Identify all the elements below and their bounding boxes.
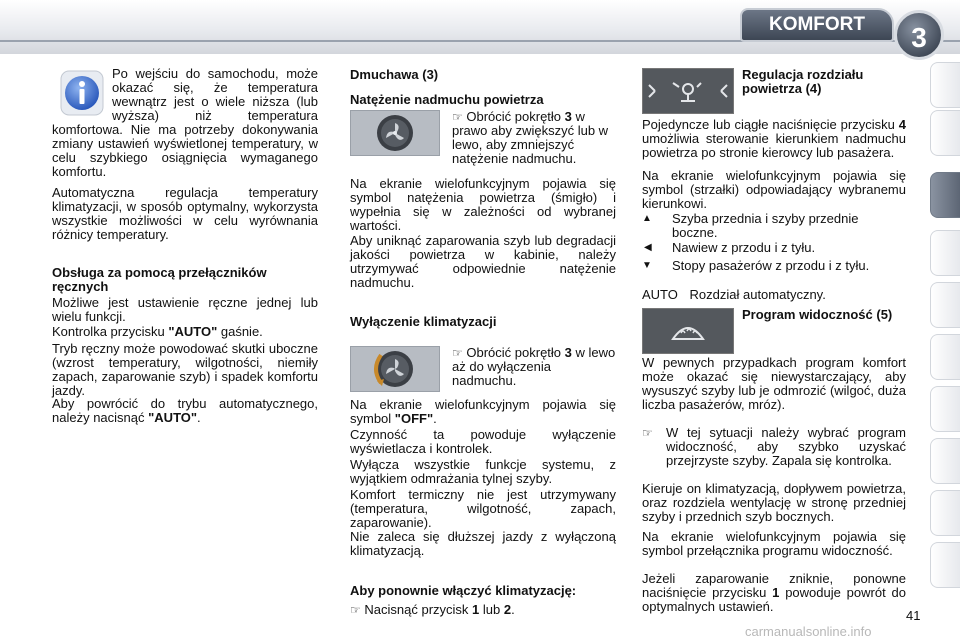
manual-p1: Możliwe jest ustawienie ręczne jednej lub wielu funkcji.: [52, 295, 318, 324]
manual-p3: Tryb ręczny może powodować skutki uboczne (wzrost temperatury, wilgotności, niemiły zapach, zaparowanie szyb) i spadek komfortu jazdy.: [52, 341, 318, 398]
pointing-hand-icon: ☞: [642, 426, 653, 440]
side-tab-7[interactable]: [930, 386, 960, 432]
side-tab-1[interactable]: [930, 62, 960, 108]
off-p5: Wyłącza wszystkie funkcje systemu, z wyjątkiem odmrażania tylnej szyby.: [350, 457, 616, 486]
fan-p1: Na ekranie wielofunkcyjnym pojawia się symbol natężenia powietrza (śmigło) i wypełnia się w zależności od wybranej wartości.: [350, 176, 616, 233]
reenable-heading: Aby ponownie włączyć klimatyzację:: [350, 583, 577, 598]
distribution-heading: Regulacja rozdziału powietrza (4): [742, 67, 864, 96]
off-step: ☞ Obrócić pokrętło 3 w lewo aż do wyłączenia nadmuchu.: [452, 345, 616, 388]
auto-distribution-row: [642, 288, 906, 302]
distribution-p1: Pojedyncze lub ciągłe naciśnięcie przycisku 4 umożliwia sterowanie kierunkiem nadmuchu powietrza po stronie kierowcy lub pasażera.: [642, 117, 906, 160]
chapter-title: KOMFORT: [740, 8, 894, 42]
pointing-hand-icon: ☞: [350, 603, 361, 617]
fan-heading: Dmuchawa (3): [350, 67, 439, 82]
pointing-hand-icon: ☞: [452, 346, 463, 360]
fan-knob-image: [350, 110, 440, 156]
side-tab-5[interactable]: [930, 282, 960, 328]
arrow-down-icon: ▼: [642, 260, 652, 271]
fan-step-increase: ☞ Obrócić pokrętło 3 w prawo aby zwiększyć lub w lewo, aby zmniejszyć natężenie nadmuchu.: [452, 109, 609, 166]
side-tab-9[interactable]: [930, 490, 960, 536]
visibility-heading: Program widoczność (5): [742, 307, 893, 322]
arrow-left-icon: ◀: [644, 242, 652, 253]
distribution-p2: Na ekranie wielofunkcyjnym pojawia się symbol (strzałki) odpowiadający wybranemu kierunkowi.: [642, 168, 906, 211]
manual-p4: Aby powrócić do trybu automatycznego, należy nacisnąć "AUTO".: [52, 396, 318, 425]
watermark: carmanualsonline.info: [745, 624, 872, 639]
pointing-hand-icon: ☞: [452, 110, 463, 124]
manual-heading: Obsługa za pomocą przełączników ręcznych: [52, 265, 267, 294]
auto-label: AUTO: [642, 287, 678, 302]
off-p3: Na ekranie wielofunkcyjnym pojawia się symbol "OFF".: [350, 397, 616, 426]
side-tab-6[interactable]: [930, 334, 960, 380]
visibility-button-image: [642, 308, 734, 354]
visibility-p3: W pewnych przypadkach program komfort może okazać się niewystarczający, aby wysuszyć szyby lub je odmrozić (wilgoć, duża liczba pasażerów, mróz).: [642, 355, 906, 412]
chapter-number: 3: [894, 10, 944, 60]
arrow-up-icon: ▲: [642, 213, 652, 224]
off-p7: Nie zaleca się dłuższej jazdy z wyłączoną klimatyzacją.: [350, 529, 616, 558]
page-number: 41: [906, 608, 921, 623]
air-distribution-button-image: [642, 68, 734, 114]
visibility-p6: Na ekranie wielofunkcyjnym pojawia się symbol przełącznika programu widoczność.: [642, 529, 906, 558]
visibility-p7: Jeżeli zaparowanie zniknie, ponowne naciśnięcie przycisku 1 powoduje powrót do optymalnych ustawień.: [642, 571, 906, 614]
auto-description: Rozdział automatyczny.: [689, 287, 826, 302]
off-p4: Czynność ta powoduje wyłączenie wyświetlacza i kontrolek.: [350, 427, 616, 456]
reenable-step: ☞ Nacisnąć przycisk 1 lub 2.: [350, 602, 515, 617]
side-tab-4[interactable]: [930, 230, 960, 276]
intro-paragraph: Po wejściu do samochodu, może okazać się, że temperatura wewnątrz jest o wiele niższa (lub wyższa) niż temperatura komfortowa. Nie ma potrzeby dokonywania zmiany ustawień wyświetlonej temperatury, w celu szybkiego osiągnięcia wymaganego komfortu.: [52, 66, 318, 179]
visibility-p5: Kieruje on klimatyzacją, dopływem powietrza, oraz rozdziela wentylację w stronę przedniej szyby i przednich szyb bocznych.: [642, 481, 906, 524]
side-tab-2[interactable]: [930, 110, 960, 156]
off-knob-image: [350, 346, 440, 392]
fan-p2: Aby uniknąć zaparowania szyb lub degradacji jakości powietrza w kabinie, należy utrzymywać odpowiednie natężenie nadmuchu.: [350, 233, 616, 290]
side-tab-8[interactable]: [930, 438, 960, 484]
off-p6: Komfort termiczny nie jest utrzymywany (temperatura, wilgotność, zapach, zaparowanie).: [350, 487, 616, 530]
side-tab-10[interactable]: [930, 542, 960, 588]
off-heading: Wyłączenie klimatyzacji: [350, 314, 497, 329]
fan-subheading: Natężenie nadmuchu powietrza: [350, 92, 544, 107]
side-tab-active[interactable]: [930, 172, 960, 218]
manual-p2: Kontrolka przycisku "AUTO" gaśnie.: [52, 324, 263, 339]
auto-paragraph: Automatyczna regulacja temperatury klimatyzacji, w sposób optymalny, wykorzysta wszystkie możliwości w celu wyrównania różnicy temperatury.: [52, 185, 318, 242]
